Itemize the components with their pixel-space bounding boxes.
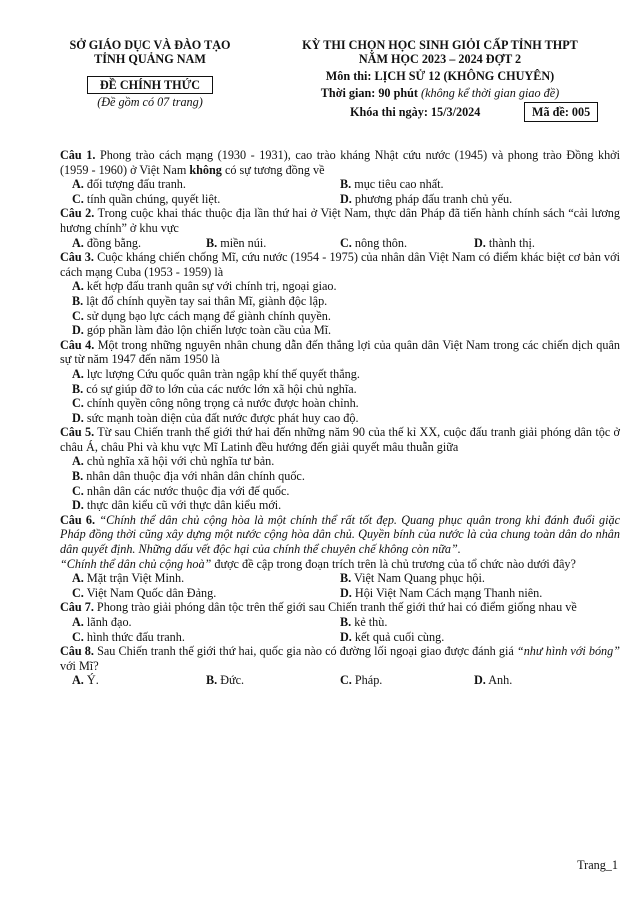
- options-row: [60, 630, 620, 645]
- option-a: A. Ý.: [72, 673, 99, 688]
- option-d: D. kết quả cuối cùng.: [340, 629, 445, 644]
- option-b: B. lật đổ chính quyền tay sai thân Mĩ, giành độc lập.: [72, 293, 328, 308]
- option-a: A. lực lượng Cứu quốc quân tràn ngập khí thế quyết thắng.: [72, 366, 360, 381]
- question-number: Câu 6.: [60, 512, 96, 527]
- question-number: Câu 4.: [60, 337, 95, 352]
- option-b: B. kẻ thù.: [340, 615, 388, 629]
- option-c: C. sử dụng bạo lực cách mạng để giành chính quyền.: [72, 308, 331, 323]
- question-stem: được đề cập trong đoạn trích trên là chủ trương của tổ chức nào dưới đây?: [214, 556, 576, 571]
- question-number: Câu 2.: [60, 206, 95, 221]
- option-d: D. góp phần làm đảo lộn chiến lược toàn cầu của Mĩ.: [72, 323, 332, 338]
- option-d: D. Hội Việt Nam Cách mạng Thanh niên.: [340, 585, 543, 600]
- question-stem: Phong trào giải phóng dân tộc trên thế giới sau Chiến tranh thế giới thứ hai có điểm giống nhau về: [96, 600, 577, 615]
- question-4: [60, 338, 620, 367]
- option-d: D. thực dân kiểu cũ với thực dân kiểu mới.: [72, 498, 282, 513]
- question-quote: “Chính thể dân chủ cộng hòa là một chính thể rất tốt đẹp. Quang phục quân trong khi đánh đuổi giặc Pháp đồng thời cũng xây dựng một nước cộng hòa dân chủ. Quyền bính của nước là của chung toàn dân do nhân dân quyết định. Những dấu vết độc hại của chính thể chuyên chế không còn nữa”.: [60, 512, 621, 557]
- option-c: C. tính quần chúng, quyết liệt.: [72, 191, 221, 206]
- options-row: [60, 571, 620, 586]
- option-c: C. nông thôn.: [340, 235, 408, 250]
- question-6-stem: [60, 557, 620, 572]
- province-name: TỈNH QUẢNG NAM: [94, 52, 206, 66]
- question-stem: với Mĩ?: [60, 658, 99, 673]
- option-a: A. chủ nghĩa xã hội với chủ nghĩa tư bản.: [72, 454, 275, 469]
- question-stem: Trong cuộc khai thác thuộc địa lần thứ hai ở Việt Nam, thực dân Pháp đã tiến hành chính sách “cải lương hương chính” ở khu vực: [60, 206, 620, 235]
- question-number: Câu 7.: [60, 600, 94, 615]
- exam-date: Khóa thi ngày: 15/3/2024: [350, 105, 481, 119]
- question-list: [60, 148, 620, 688]
- exam-code-box: Mã đề: 005: [524, 102, 598, 122]
- options-row: [60, 615, 620, 630]
- options-row: [60, 236, 620, 251]
- question-stem-emphasis: không: [189, 162, 222, 177]
- question-stem: Sau Chiến tranh thế giới thứ hai, quốc gia nào có đường lối ngoại giao được đánh giá: [97, 644, 514, 659]
- question-stem: Cuộc kháng chiến chống Mĩ, cứu nước (1954 - 1975) của nhân dân Việt Nam có điểm khác biệt cơ bản với cách mạng Cuba (1953 - 1959) là: [60, 250, 620, 279]
- option-b: B. mục tiêu cao nhất.: [340, 177, 444, 192]
- official-label-box: ĐỀ CHÍNH THỨC: [87, 76, 213, 94]
- question-stem-emphasis: “Chính thể dân chủ cộng hoà”: [60, 556, 212, 571]
- school-year: NĂM HỌC 2023 – 2024 ĐỢT 2: [358, 52, 522, 66]
- option-a: A. đối tượng đấu tranh.: [72, 177, 186, 192]
- option-b: B. có sự giúp đỡ to lớn của các nước lớn xã hội chủ nghĩa.: [72, 381, 357, 396]
- question-number: Câu 8.: [60, 644, 94, 659]
- question-3: [60, 250, 620, 279]
- question-stem: có sự tương đồng về: [224, 162, 325, 177]
- time-line: [270, 86, 610, 100]
- options-row: [60, 586, 620, 601]
- exam-title: KỲ THI CHỌN HỌC SINH GIỎI CẤP TỈNH THPT: [302, 38, 578, 52]
- option-a: A. Mặt trận Việt Minh.: [72, 571, 185, 586]
- option-a: A. đồng bằng.: [72, 235, 142, 250]
- option-a: A. lãnh đạo.: [72, 615, 132, 629]
- option-c: C. hình thức đấu tranh.: [72, 629, 185, 644]
- date-row: [270, 102, 610, 120]
- option-b: B. miền núi.: [206, 235, 267, 250]
- options-row: [60, 177, 620, 192]
- option-d: D. phương pháp đấu tranh chủ yếu.: [340, 191, 513, 206]
- time-label: Thời gian: 90 phút: [320, 86, 418, 100]
- options-row: [60, 673, 620, 688]
- department-name: SỞ GIÁO DỤC VÀ ĐÀO TẠO: [69, 38, 231, 52]
- question-5: [60, 425, 620, 454]
- option-b: B. Việt Nam Quang phục hội.: [340, 571, 485, 586]
- question-number: Câu 3.: [60, 250, 94, 265]
- option-d: D. sức mạnh toàn diện của đất nước được phát huy cao độ.: [72, 410, 359, 425]
- question-stem: Phong trào cách mạng (1930 - 1931), cao trào kháng Nhật cứu nước (1945) và phong trào Đồng khởi (1959 - 1960) ở Việt Nam: [60, 148, 620, 177]
- option-b: B. nhân dân thuộc địa với nhân dân chính quốc.: [72, 469, 305, 484]
- question-7: [60, 600, 620, 615]
- option-d: D. thành thị.: [474, 235, 535, 250]
- question-1: [60, 148, 620, 177]
- option-d: D. Anh.: [474, 673, 513, 688]
- question-number: Câu 5.: [60, 425, 95, 440]
- option-c: C. chính quyền công nông trọng cả nước được hoàn chỉnh.: [72, 396, 359, 411]
- option-c: C. Việt Nam Quốc dân Đảng.: [72, 585, 217, 600]
- question-6: [60, 513, 620, 557]
- option-b: B. Đức.: [206, 673, 245, 688]
- question-number: Câu 1.: [60, 148, 96, 162]
- time-note: (không kể thời gian giao đề): [421, 86, 560, 100]
- page-number: Trang_1: [577, 858, 618, 872]
- subject-line: Môn thi: LỊCH SỬ 12 (KHÔNG CHUYÊN): [325, 69, 555, 83]
- options-row: [60, 192, 620, 207]
- option-c: C. nhân dân các nước thuộc địa với đế quốc.: [72, 483, 290, 498]
- question-stem: Một trong những nguyên nhân chung dẫn đến thắng lợi của quân dân Việt Nam trong các chiến dịch quân sự từ năm 1947 đến năm 1950 là: [60, 337, 620, 367]
- question-8: [60, 644, 620, 673]
- question-stem: Từ sau Chiến tranh thế giới thứ hai đến những năm 90 của thế kỉ XX, cuộc đấu tranh giải phóng dân tộc ở châu Á, châu Phi và khu vực Mĩ Latinh đều hướng đến giải quyết mâu thuẫn giữa: [60, 425, 620, 454]
- option-a: A. kết hợp đấu tranh quân sự với chính trị, ngoại giao.: [72, 279, 337, 294]
- issuer-block: [55, 38, 245, 109]
- exam-block: [270, 38, 610, 120]
- question-stem-emphasis: “như hình với bóng”: [516, 644, 621, 659]
- pages-note: (Đề gồm có 07 trang): [97, 95, 203, 109]
- option-c: C. Pháp.: [340, 673, 383, 688]
- question-2: [60, 206, 620, 235]
